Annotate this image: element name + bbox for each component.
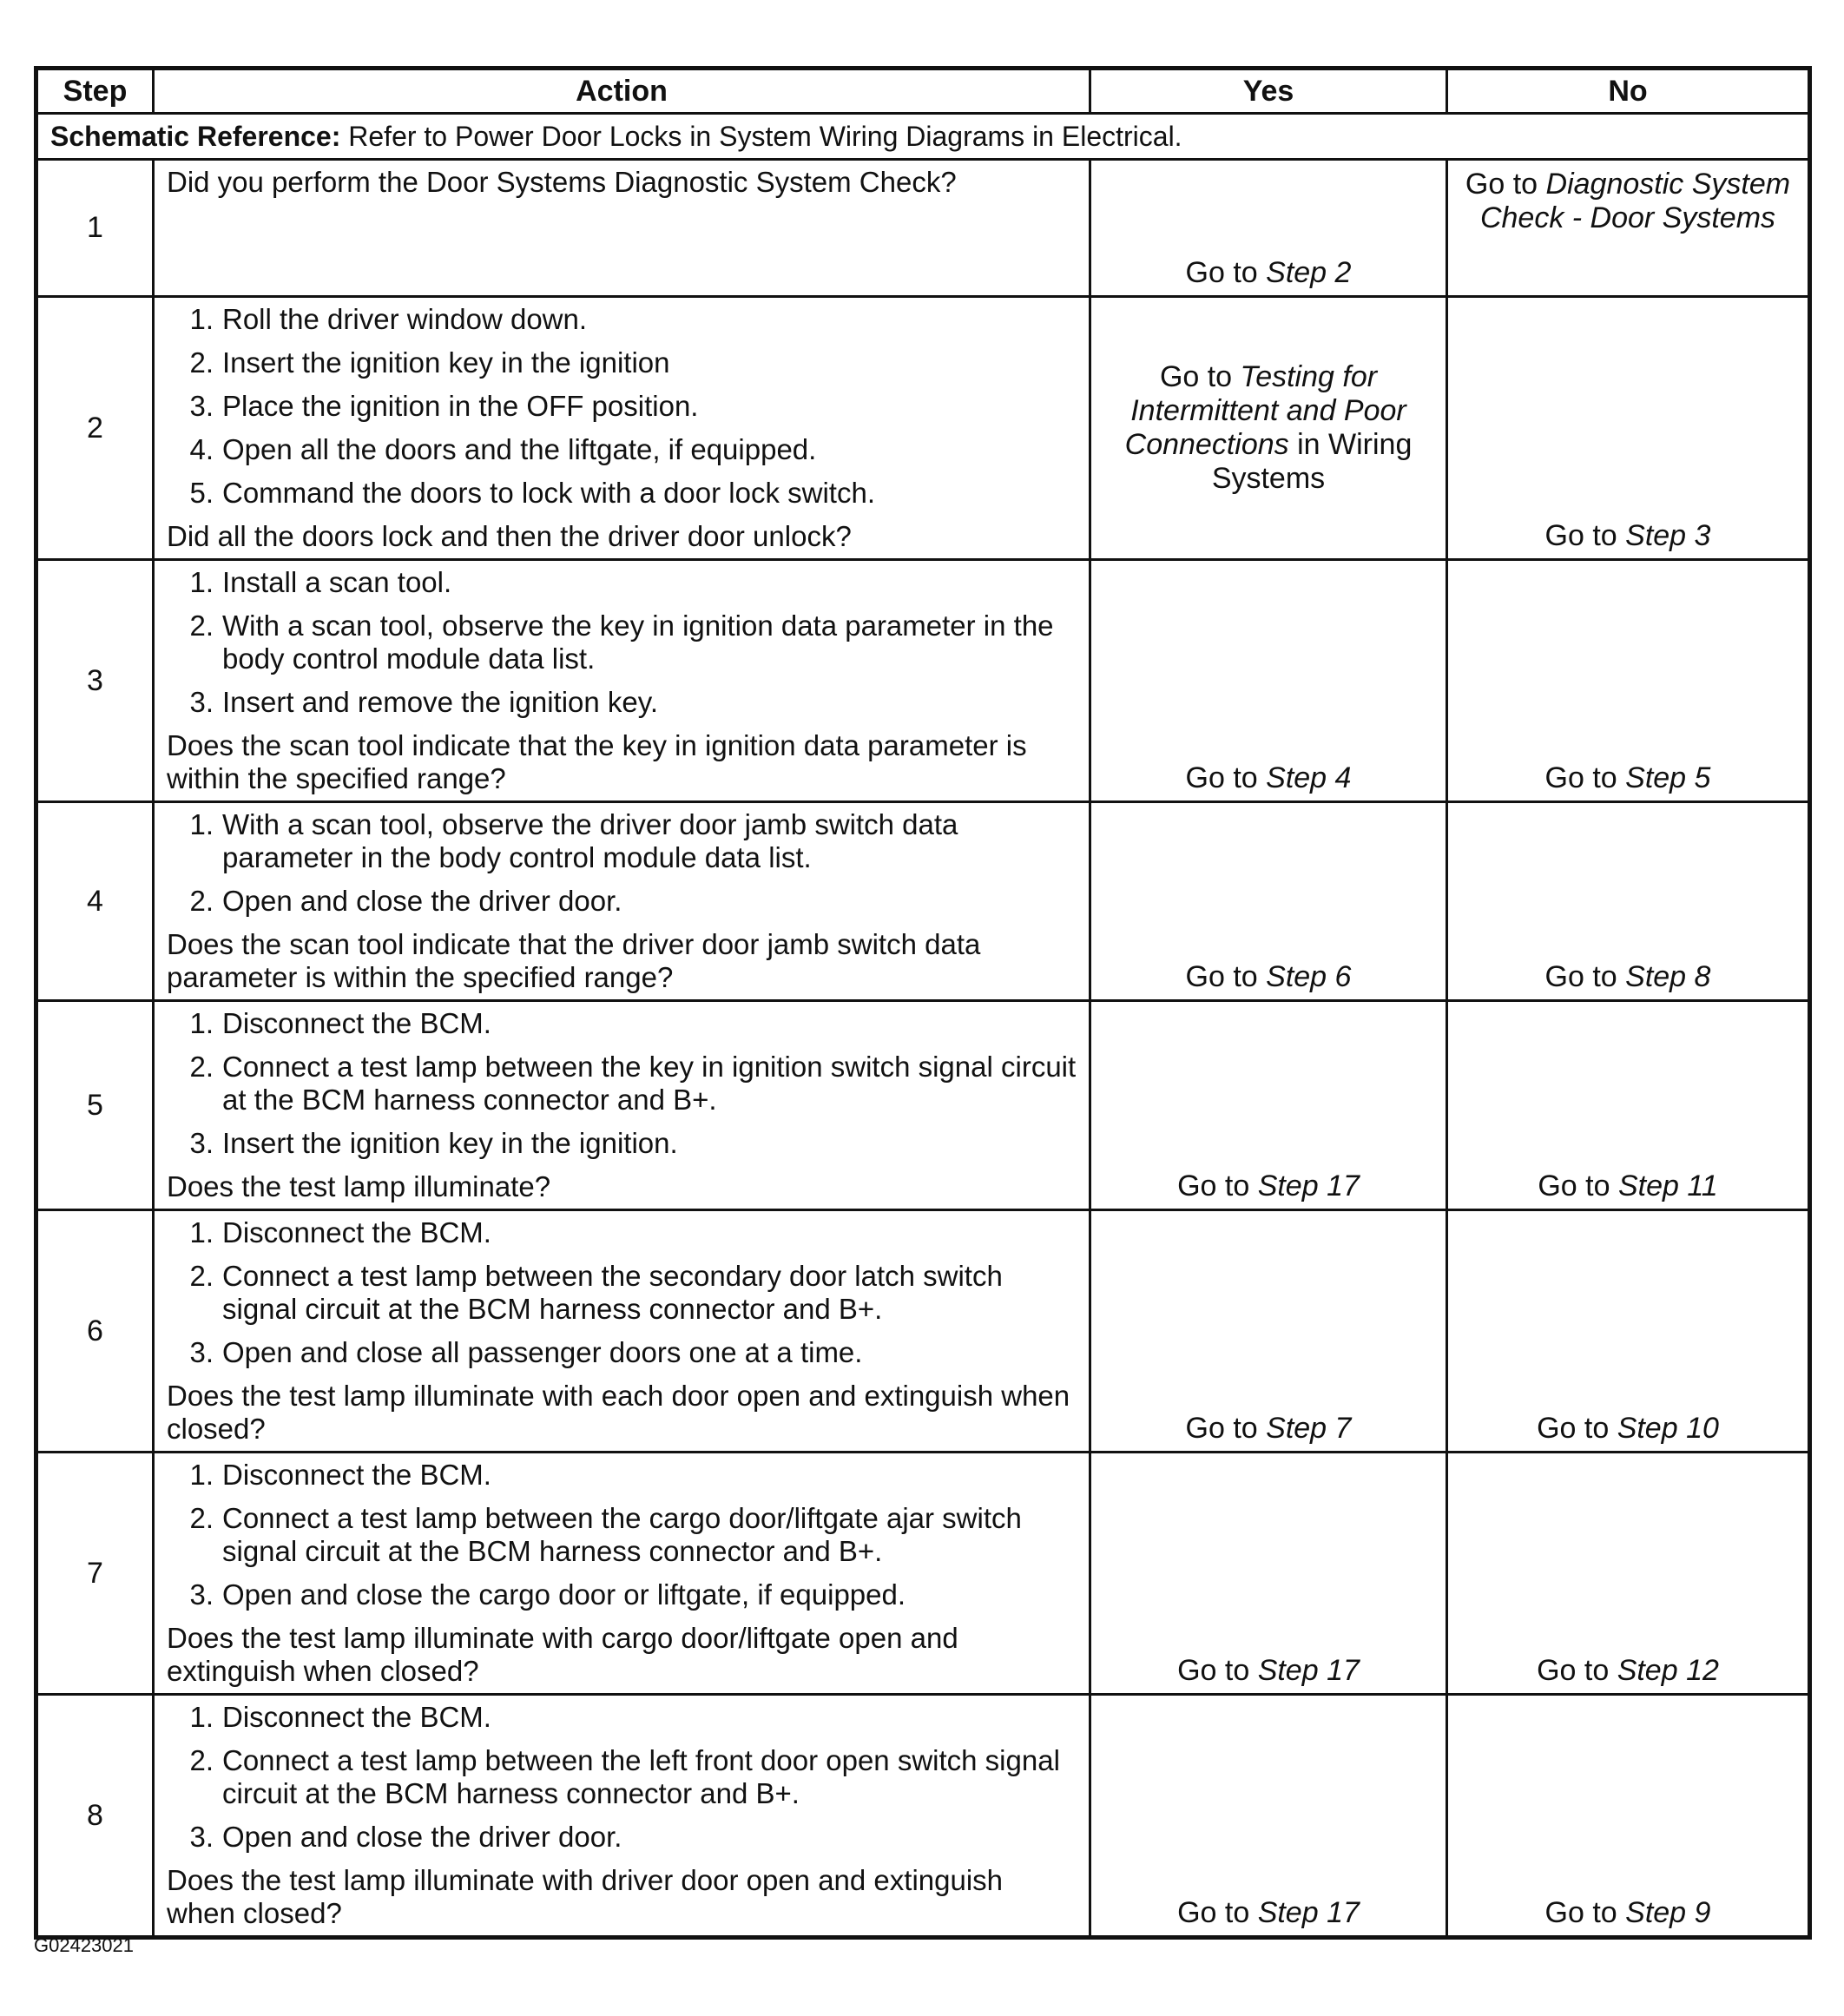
action-step xyxy=(167,390,1077,423)
action-step xyxy=(167,1821,1077,1854)
yes-cell xyxy=(1090,297,1447,560)
no-result xyxy=(1448,761,1808,795)
action-question: Does the test lamp illuminate with driver door open and extinguish when closed? xyxy=(167,1864,1004,1929)
action-step xyxy=(167,303,1077,336)
action-step-text: Insert the ignition key in the ignition xyxy=(222,346,670,379)
no-prefix: Go to xyxy=(1465,168,1546,201)
action-step xyxy=(167,1127,1077,1160)
action-question: Did you perform the Door Systems Diagnostic System Check? xyxy=(167,166,957,198)
action-question: Did all the doors lock and then the driver door unlock? xyxy=(167,520,852,552)
yes-prefix: Go to xyxy=(1185,256,1267,289)
schematic-reference-row xyxy=(36,114,1810,160)
action-step xyxy=(167,1216,1077,1249)
header-row xyxy=(36,69,1810,114)
action-step-text: Connect a test lamp between the left front door open switch signal circuit at the BCM harness connector and B+. xyxy=(222,1744,1060,1809)
action-step xyxy=(167,1007,1077,1040)
action-step-text: With a scan tool, observe the driver door jamb switch data parameter in the body control module data list. xyxy=(222,808,958,873)
step-number: 5 xyxy=(36,1001,154,1210)
action-step xyxy=(167,1744,1077,1810)
yes-cell xyxy=(1090,1453,1447,1695)
step-number: 6 xyxy=(36,1210,154,1453)
action-step-text: Install a scan tool. xyxy=(222,566,452,598)
action-step xyxy=(167,1502,1077,1568)
action-step-number: 2. xyxy=(189,346,214,379)
table-row xyxy=(36,160,1810,297)
action-step-text: Command the doors to lock with a door lock switch. xyxy=(222,477,875,509)
no-prefix: Go to xyxy=(1544,761,1626,794)
yes-result xyxy=(1091,1412,1446,1446)
no-cell xyxy=(1447,1001,1810,1210)
action-step-text: Connect a test lamp between the secondary door latch switch signal circuit at the BCM harness connector and B+. xyxy=(222,1260,1003,1325)
action-step xyxy=(167,686,1077,719)
no-cell xyxy=(1447,560,1810,802)
yes-cell xyxy=(1090,160,1447,297)
action-step xyxy=(167,1336,1077,1369)
step-number: 7 xyxy=(36,1453,154,1695)
action-steps-list xyxy=(167,566,1077,719)
no-result xyxy=(1448,1412,1808,1446)
schematic-reference xyxy=(36,114,1810,160)
yes-cell xyxy=(1090,1210,1447,1453)
schematic-reference-text: Refer to Power Door Locks in System Wiring Diagrams in Electrical. xyxy=(340,120,1182,152)
action-cell xyxy=(154,1453,1090,1695)
action-step-text: Disconnect the BCM. xyxy=(222,1007,491,1039)
step-number: 8 xyxy=(36,1695,154,1938)
no-prefix: Go to xyxy=(1537,1412,1617,1445)
action-step-text: Open and close the driver door. xyxy=(222,1821,622,1853)
no-result xyxy=(1448,519,1808,553)
step-number: 1 xyxy=(36,160,154,297)
yes-prefix: Go to xyxy=(1177,1654,1258,1687)
action-step-text: Disconnect the BCM. xyxy=(222,1701,491,1733)
action-question: Does the scan tool indicate that the driver door jamb switch data parameter is within the specified range? xyxy=(167,928,981,993)
schematic-reference-label: Schematic Reference: xyxy=(50,120,341,152)
action-step xyxy=(167,566,1077,599)
yes-reference-link[interactable]: Step 6 xyxy=(1266,960,1352,993)
action-step-number: 3. xyxy=(189,1127,214,1159)
no-prefix: Go to xyxy=(1544,960,1626,993)
action-steps-list xyxy=(167,808,1077,918)
action-step-number: 3. xyxy=(189,1821,214,1853)
no-result xyxy=(1448,960,1808,994)
action-step-number: 3. xyxy=(189,1336,214,1368)
yes-result xyxy=(1091,761,1446,795)
action-step-text: Open all the doors and the liftgate, if equipped. xyxy=(222,433,817,465)
action-step-number: 1. xyxy=(189,1216,214,1248)
action-step-number: 1. xyxy=(189,1459,214,1491)
no-cell xyxy=(1447,1453,1810,1695)
action-step-text: Disconnect the BCM. xyxy=(222,1459,491,1491)
action-step xyxy=(167,1260,1077,1326)
yes-prefix: Go to xyxy=(1177,1896,1258,1929)
no-reference-link[interactable]: Step 10 xyxy=(1617,1412,1719,1445)
action-step xyxy=(167,433,1077,466)
no-reference-link[interactable]: Step 5 xyxy=(1625,761,1711,794)
yes-result xyxy=(1091,960,1446,994)
action-step-text: Insert and remove the ignition key. xyxy=(222,686,658,718)
no-result xyxy=(1448,1896,1808,1930)
action-step xyxy=(167,1459,1077,1492)
action-step-text: Roll the driver window down. xyxy=(222,303,588,335)
action-step-text: With a scan tool, observe the key in ignition data parameter in the body control module data list. xyxy=(222,609,1054,675)
action-steps-list xyxy=(167,1701,1077,1854)
header-no: No xyxy=(1447,69,1810,114)
yes-result xyxy=(1091,1169,1446,1203)
no-cell xyxy=(1447,802,1810,1001)
no-reference-link[interactable]: Step 11 xyxy=(1617,1169,1718,1202)
action-step-number: 3. xyxy=(189,1578,214,1611)
action-step-text: Open and close the driver door. xyxy=(222,885,622,917)
action-step-number: 2. xyxy=(189,885,214,917)
action-steps-list xyxy=(167,1459,1077,1611)
yes-prefix: Go to xyxy=(1185,1412,1267,1445)
action-step-number: 1. xyxy=(189,1007,214,1039)
action-step-text: Disconnect the BCM. xyxy=(222,1216,491,1248)
no-reference-link[interactable]: Step 8 xyxy=(1625,960,1711,993)
action-steps-list xyxy=(167,1007,1077,1160)
action-steps-list xyxy=(167,1216,1077,1369)
no-prefix: Go to xyxy=(1537,1654,1617,1687)
table-row xyxy=(36,802,1810,1001)
no-prefix: Go to xyxy=(1544,1896,1626,1929)
yes-reference-link[interactable]: Step 17 xyxy=(1257,1169,1360,1202)
action-step-text: Connect a test lamp between the cargo door/liftgate ajar switch signal circuit at the BCM harness connector and B+. xyxy=(222,1502,1022,1567)
action-step-number: 3. xyxy=(189,390,214,422)
header-step: Step xyxy=(36,69,154,114)
action-cell xyxy=(154,802,1090,1001)
action-step-text: Place the ignition in the OFF position. xyxy=(222,390,699,422)
table-row xyxy=(36,1001,1810,1210)
table-row xyxy=(36,297,1810,560)
no-cell xyxy=(1447,160,1810,297)
action-cell xyxy=(154,560,1090,802)
action-step-number: 2. xyxy=(189,1260,214,1292)
diagnostic-table xyxy=(34,66,1812,1940)
action-step-number: 1. xyxy=(189,566,214,598)
yes-reference-link[interactable]: Testing for Intermittent and Poor Connections xyxy=(1124,360,1406,461)
action-step-number: 4. xyxy=(189,433,214,465)
action-question: Does the test lamp illuminate? xyxy=(167,1170,551,1202)
action-step-text: Open and close all passenger doors one at a time. xyxy=(222,1336,863,1368)
action-step-text: Open and close the cargo door or liftgate, if equipped. xyxy=(222,1578,906,1611)
action-step-number: 3. xyxy=(189,686,214,718)
yes-result xyxy=(1091,1654,1446,1688)
yes-cell xyxy=(1090,1001,1447,1210)
yes-prefix: Go to xyxy=(1159,360,1241,393)
action-step xyxy=(167,885,1077,918)
no-cell xyxy=(1447,1210,1810,1453)
no-prefix: Go to xyxy=(1538,1169,1618,1202)
header-yes: Yes xyxy=(1090,69,1447,114)
no-cell xyxy=(1447,1695,1810,1938)
no-prefix: Go to xyxy=(1544,519,1626,552)
action-step-number: 2. xyxy=(189,1051,214,1083)
yes-prefix: Go to xyxy=(1185,761,1267,794)
step-number: 2 xyxy=(36,297,154,560)
no-result xyxy=(1448,1654,1808,1688)
action-cell xyxy=(154,297,1090,560)
yes-cell xyxy=(1090,802,1447,1001)
yes-reference-link[interactable]: Step 17 xyxy=(1257,1896,1360,1929)
yes-reference-link[interactable]: Step 2 xyxy=(1266,256,1352,289)
action-step-number: 1. xyxy=(189,303,214,335)
no-reference-link[interactable]: Step 3 xyxy=(1625,519,1711,552)
yes-result xyxy=(1091,1896,1446,1930)
no-cell xyxy=(1447,297,1810,560)
action-cell xyxy=(154,1001,1090,1210)
yes-prefix: Go to xyxy=(1177,1169,1258,1202)
yes-result xyxy=(1091,360,1446,496)
action-step-number: 1. xyxy=(189,808,214,840)
header-action: Action xyxy=(154,69,1090,114)
yes-reference-link[interactable]: Step 4 xyxy=(1266,761,1352,794)
action-step-number: 2. xyxy=(189,1744,214,1776)
action-question: Does the test lamp illuminate with each door open and extinguish when closed? xyxy=(167,1380,1070,1445)
action-step xyxy=(167,609,1077,675)
yes-prefix: Go to xyxy=(1185,960,1267,993)
no-result xyxy=(1448,1169,1808,1203)
action-steps-list xyxy=(167,303,1077,510)
no-reference-link[interactable]: Step 9 xyxy=(1625,1896,1711,1929)
table-row xyxy=(36,560,1810,802)
table-row xyxy=(36,1695,1810,1938)
action-step xyxy=(167,477,1077,510)
action-question: Does the scan tool indicate that the key in ignition data parameter is within the specified range? xyxy=(167,729,1027,794)
no-reference-link[interactable]: Diagnostic System Check - Door Systems xyxy=(1479,168,1791,234)
action-step-number: 1. xyxy=(189,1701,214,1733)
action-step xyxy=(167,808,1077,874)
yes-reference-link[interactable]: Step 7 xyxy=(1266,1412,1352,1445)
action-step-text: Connect a test lamp between the key in ignition switch signal circuit at the BCM harness connector and B+. xyxy=(222,1051,1077,1116)
yes-reference-link[interactable]: Step 17 xyxy=(1257,1654,1360,1687)
table-row xyxy=(36,1453,1810,1695)
action-step-text: Insert the ignition key in the ignition. xyxy=(222,1127,678,1159)
action-step xyxy=(167,1578,1077,1611)
no-reference-link[interactable]: Step 12 xyxy=(1617,1654,1719,1687)
action-question: Does the test lamp illuminate with cargo door/liftgate open and extinguish when closed? xyxy=(167,1622,958,1687)
no-result xyxy=(1448,168,1808,235)
action-step xyxy=(167,1701,1077,1734)
action-cell xyxy=(154,160,1090,297)
table-row xyxy=(36,1210,1810,1453)
action-step-number: 2. xyxy=(189,609,214,642)
action-cell xyxy=(154,1210,1090,1453)
yes-cell xyxy=(1090,1695,1447,1938)
action-step-number: 5. xyxy=(189,477,214,509)
step-number: 4 xyxy=(36,802,154,1001)
action-step xyxy=(167,1051,1077,1117)
step-number: 3 xyxy=(36,560,154,802)
action-step-number: 2. xyxy=(189,1502,214,1534)
yes-cell xyxy=(1090,560,1447,802)
figure-id: G02423021 xyxy=(34,1934,134,1956)
yes-result xyxy=(1091,256,1446,290)
yes-suffix: in Wiring Systems xyxy=(1211,428,1413,495)
action-cell xyxy=(154,1695,1090,1938)
action-step xyxy=(167,346,1077,379)
